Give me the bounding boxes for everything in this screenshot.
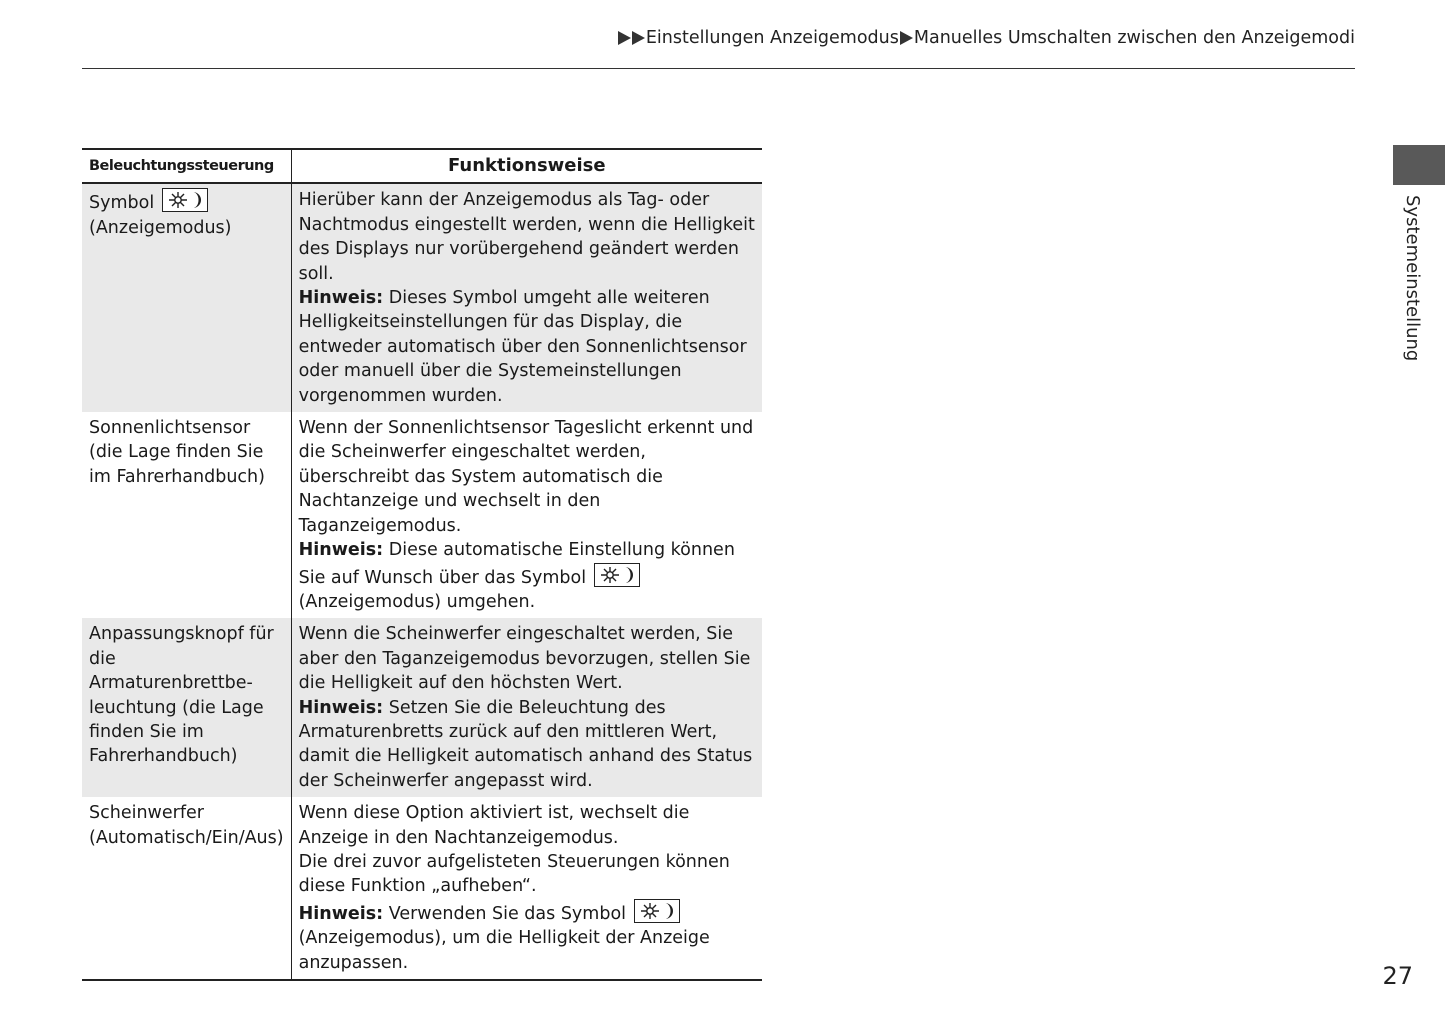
description-text: Hierüber kann der Anzeigemodus als Tag- oder Nachtmodus eingestellt werden, wenn die Helligkeit des Displays nur vorübergehend geändert werden soll.: [298, 190, 755, 284]
note-text: Verwenden Sie das Symbol: [388, 903, 627, 924]
table-row: [82, 618, 762, 797]
note-text: (Anzeigemodus), um die Helligkeit der Anzeige anzupassen.: [298, 928, 710, 973]
breadcrumb-item-display-mode-settings: Einstellungen Anzeigemodus: [645, 28, 899, 48]
note-label: Hinweis:: [298, 697, 384, 718]
breadcrumb-item-manual-switching: Manuelles Umschalten zwischen den Anzeigemodi: [913, 28, 1355, 48]
lighting-control-table: [82, 148, 762, 981]
day-night-mode-icon: [634, 899, 680, 923]
control-text: (Anzeigemodus): [89, 217, 232, 238]
breadcrumb: [618, 28, 1355, 48]
description-text: Die drei zuvor aufgelisteten Steuerungen können diese Funktion „aufheben“.: [298, 851, 730, 897]
control-text: Scheinwerfer (Automatisch/Ein/Aus): [89, 803, 284, 848]
control-cell: [82, 618, 291, 797]
table-row: [82, 797, 762, 980]
control-cell: [82, 797, 291, 980]
note-text: (Anzeigemodus) umgehen.: [298, 591, 536, 612]
control-cell: [82, 183, 291, 412]
note-label: Hinweis:: [298, 288, 384, 309]
arrow-right-icon: [618, 31, 631, 45]
section-tab-label: Systemeinstellung: [1402, 195, 1423, 362]
column-header-function: Funktionsweise: [291, 149, 762, 183]
note-text: Dieses Symbol umgeht alle weiteren Helligkeitseinstellungen für das Display, die entweder automatisch über den Sonnenlichtsensor oder manuell über die Systemeinstellungen vorgenommen wurden.: [298, 288, 747, 406]
table-header-row: [82, 149, 762, 183]
control-text: Symbol: [89, 193, 155, 214]
day-night-mode-icon: [594, 563, 640, 587]
function-cell: [291, 618, 762, 797]
function-cell: [291, 183, 762, 412]
arrow-right-icon: [900, 31, 913, 45]
function-cell: [291, 412, 762, 618]
note-text: Diese automatische Einstellung können Sie auf Wunsch über das Symbol: [298, 540, 735, 588]
note-label: Hinweis:: [298, 540, 384, 561]
table-row: [82, 412, 762, 618]
note-label: Hinweis:: [298, 903, 384, 924]
control-text: Anpassungsknopf für die Armaturenbrettbe-leuchtung (die Lage finden Sie im Fahrerhandbuch): [89, 624, 274, 767]
control-cell: [82, 412, 291, 618]
control-text: Sonnenlichtsensor (die Lage finden Sie im Fahrerhandbuch): [89, 418, 265, 487]
page-number: 27: [1382, 962, 1413, 990]
day-night-mode-icon: [162, 188, 208, 212]
note-text: Setzen Sie die Beleuchtung des Armaturenbretts zurück auf den mittleren Wert, damit die Helligkeit automatisch anhand des Status der Scheinwerfer angepasst wird.: [298, 697, 753, 791]
header-divider: [82, 68, 1355, 69]
function-cell: [291, 797, 762, 980]
table-row: [82, 183, 762, 412]
column-header-control: Beleuchtungssteuerung: [82, 149, 291, 183]
section-tab-marker: [1393, 145, 1445, 185]
arrow-right-icon: [632, 31, 645, 45]
description-text: Wenn die Scheinwerfer eingeschaltet werden, Sie aber den Taganzeigemodus bevorzugen, stellen Sie die Helligkeit auf den höchsten Wert.: [298, 624, 751, 694]
description-text: Wenn der Sonnenlichtsensor Tageslicht erkennt und die Scheinwerfer eingeschaltet werden, überschreibt das System automatisch die Nachtanzeige und wechselt in den Taganzeigemodus.: [298, 418, 754, 536]
description-text: Wenn diese Option aktiviert ist, wechselt die Anzeige in den Nachtanzeigemodus.: [298, 803, 690, 848]
